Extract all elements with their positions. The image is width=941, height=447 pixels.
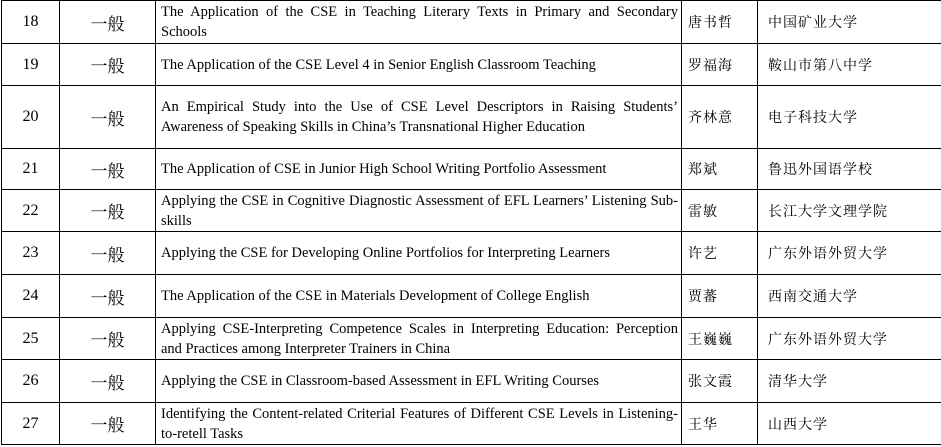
row-number: 21 [2,149,60,190]
project-type: 一般 [60,318,156,360]
table-row [2,190,941,232]
institution: 西南交通大学 [758,275,941,318]
project-type: 一般 [60,86,156,149]
project-type: 一般 [60,275,156,318]
applicant-name: 郑斌 [682,149,758,190]
row-number: 20 [2,86,60,149]
row-number: 23 [2,232,60,275]
project-title: An Empirical Study into the Use of CSE Level Descriptors in Raising Students’ Awareness of Speaking Skills in China’s Transnational Higher Education [156,86,682,149]
project-type: 一般 [60,190,156,232]
project-type: 一般 [60,360,156,403]
institution: 鞍山市第八中学 [758,44,941,86]
applicant-name: 许艺 [682,232,758,275]
table-row [2,318,941,360]
institution: 山西大学 [758,403,941,445]
applicant-name: 罗福海 [682,44,758,86]
table-row [2,86,941,149]
row-number: 27 [2,403,60,445]
applicant-name: 王华 [682,403,758,445]
project-type: 一般 [60,149,156,190]
table-row [2,360,941,403]
institution: 鲁迅外国语学校 [758,149,941,190]
table-row [2,232,941,275]
project-type: 一般 [60,403,156,445]
applicant-name: 齐林意 [682,86,758,149]
row-number: 25 [2,318,60,360]
project-title: Applying CSE-Interpreting Competence Scales in Interpreting Education: Perception and Practices among Interpreter Trainers in China [156,318,682,360]
institution: 广东外语外贸大学 [758,318,941,360]
project-title: Identifying the Content-related Criterial Features of Different CSE Levels in Listening-to-retell Tasks [156,403,682,445]
table-row [2,149,941,190]
applicant-name: 贾蕃 [682,275,758,318]
row-number: 22 [2,190,60,232]
row-number: 18 [2,1,60,44]
project-title: Applying the CSE in Classroom-based Assessment in EFL Writing Courses [156,360,682,403]
institution: 长江大学文理学院 [758,190,941,232]
institution: 广东外语外贸大学 [758,232,941,275]
project-title: Applying the CSE in Cognitive Diagnostic Assessment of EFL Learners’ Listening Sub-skills [156,190,682,232]
table-row [2,44,941,86]
applicant-name: 雷敏 [682,190,758,232]
institution: 电子科技大学 [758,86,941,149]
project-type: 一般 [60,232,156,275]
institution: 清华大学 [758,360,941,403]
project-type: 一般 [60,1,156,44]
applicant-name: 张文霞 [682,360,758,403]
project-title: The Application of the CSE Level 4 in Senior English Classroom Teaching [156,44,682,86]
row-number: 19 [2,44,60,86]
row-number: 26 [2,360,60,403]
project-title: The Application of the CSE in Materials Development of College English [156,275,682,318]
project-type: 一般 [60,44,156,86]
table-row [2,275,941,318]
project-title: The Application of the CSE in Teaching Literary Texts in Primary and Secondary Schools [156,1,682,44]
table-row [2,1,941,44]
institution: 中国矿业大学 [758,1,941,44]
project-title: Applying the CSE for Developing Online Portfolios for Interpreting Learners [156,232,682,275]
project-table [1,0,941,445]
applicant-name: 王巍巍 [682,318,758,360]
row-number: 24 [2,275,60,318]
applicant-name: 唐书哲 [682,1,758,44]
table-row [2,403,941,445]
project-title: The Application of CSE in Junior High School Writing Portfolio Assessment [156,149,682,190]
